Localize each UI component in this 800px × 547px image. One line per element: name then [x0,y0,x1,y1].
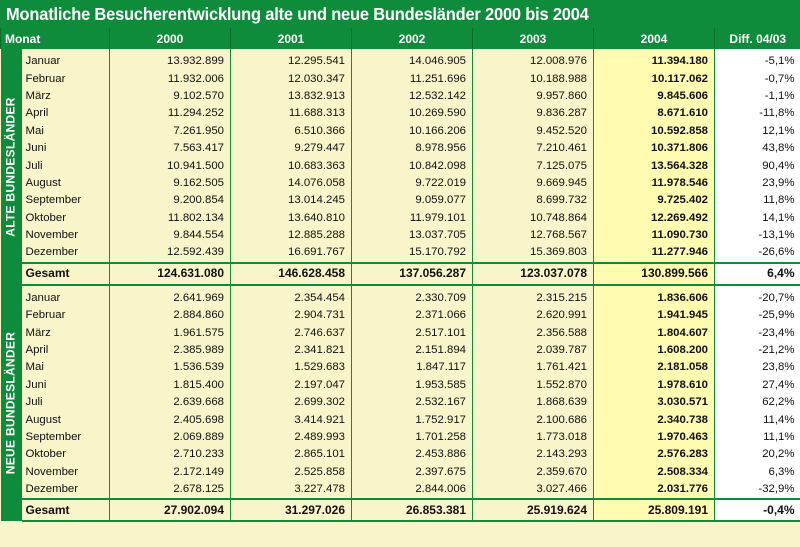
table-row [1,324,800,341]
diff-cell: 90,4% [715,157,800,174]
value-cell: 2.639.668 [110,394,231,411]
value-cell: 2.340.738 [594,411,715,428]
month-cell: September [25,431,82,443]
diff-cell: -0,7% [715,70,800,87]
table-row [1,175,800,192]
value-cell: 9.200.854 [110,192,231,209]
value-cell: 9.725.402 [594,192,715,209]
diff-cell: 27,4% [715,377,800,394]
value-cell: 16.691.767 [231,244,352,262]
value-cell: 2.576.283 [594,446,715,463]
value-cell: 7.125.075 [473,157,594,174]
month-cell: Oktober [25,211,67,224]
header-row [1,28,800,49]
value-cell: 2.143.293 [473,446,594,463]
value-cell: 8.671.610 [594,105,715,122]
value-cell: 2.341.821 [231,342,352,359]
table-row [1,140,800,157]
value-cell: 11.294.252 [110,105,231,122]
total-row [1,263,800,285]
value-cell: 2.069.889 [110,429,231,446]
value-cell: 2.354.454 [231,285,352,307]
value-cell: 1.978.610 [594,377,715,394]
value-cell: 123.037.078 [473,263,594,285]
table-row [1,49,800,70]
value-cell: 13.832.913 [231,88,352,105]
total-row [1,499,800,521]
value-cell: 2.356.588 [473,324,594,341]
value-cell: 12.008.976 [473,49,594,70]
value-cell: 2.181.058 [594,359,715,376]
month-cell: Oktober [25,448,67,461]
month-cell: Juni [25,378,47,391]
value-cell: 12.885.288 [231,227,352,244]
value-cell: 10.592.858 [594,123,715,140]
value-cell: 14.046.905 [352,49,473,70]
value-cell: 27.902.094 [110,499,231,521]
value-cell: 13.640.810 [231,210,352,227]
value-cell: 11.394.180 [594,49,715,70]
value-cell: 9.669.945 [473,175,594,192]
value-cell: 1.847.117 [352,359,473,376]
value-cell: 13.932.899 [110,49,231,70]
value-cell: 10.117.062 [594,70,715,87]
diff-cell: 6,4% [715,263,800,285]
diff-cell: 23,8% [715,359,800,376]
value-cell: 2.151.894 [352,342,473,359]
value-cell: 25.809.191 [594,499,715,521]
table-row [1,446,800,463]
value-cell: 3.414.921 [231,411,352,428]
diff-cell: 62,2% [715,394,800,411]
value-cell: 1.941.945 [594,307,715,324]
value-cell: 2.031.776 [594,481,715,499]
diff-cell: -0,4% [715,499,800,521]
value-cell: 2.405.698 [110,411,231,428]
diff-cell: -1,1% [715,88,800,105]
value-cell: 2.844.006 [352,481,473,499]
value-cell: 2.620.991 [473,307,594,324]
value-cell: 2.532.167 [352,394,473,411]
diff-cell: 11,1% [715,429,800,446]
value-cell: 9.102.570 [110,88,231,105]
value-cell: 1.868.639 [473,394,594,411]
value-cell: 12.030.347 [231,70,352,87]
table-row [1,464,800,481]
month-cell: Januar [25,291,61,304]
value-cell: 2.884.860 [110,307,231,324]
header-2001: 2001 [231,28,352,49]
diff-cell: -26,6% [715,244,800,262]
value-cell: 10.683.363 [231,157,352,174]
value-cell: 1.752.917 [352,411,473,428]
table-row [1,70,800,87]
value-cell: 8.699.732 [473,192,594,209]
value-cell: 10.188.988 [473,70,594,87]
value-cell: 2.508.334 [594,464,715,481]
table-row [1,377,800,394]
value-cell: 9.722.019 [352,175,473,192]
value-cell: 2.100.686 [473,411,594,428]
diff-cell: 43,8% [715,140,800,157]
value-cell: 1.608.200 [594,342,715,359]
value-cell: 2.525.858 [231,464,352,481]
section-label [1,49,22,285]
value-cell: 2.453.886 [352,446,473,463]
value-cell: 2.641.969 [110,285,231,307]
value-cell: 2.678.125 [110,481,231,499]
month-cell: August [25,413,61,426]
table-row [1,429,800,446]
diff-cell: -25,9% [715,307,800,324]
month-cell: September [25,194,82,207]
header-2004: 2004 [594,28,715,49]
value-cell: 2.517.101 [352,324,473,341]
diff-cell: 23,9% [715,175,800,192]
value-cell: 14.076.058 [231,175,352,192]
value-cell: 11.688.313 [231,105,352,122]
value-cell: 13.564.328 [594,157,715,174]
value-cell: 7.563.417 [110,140,231,157]
table-row [1,192,800,209]
header-2000: 2000 [110,28,231,49]
value-cell: 1.536.539 [110,359,231,376]
value-cell: 2.197.047 [231,377,352,394]
month-cell: August [25,176,61,189]
value-cell: 2.359.670 [473,464,594,481]
value-cell: 10.166.206 [352,123,473,140]
month-cell: Juli [25,396,43,409]
table-row [1,123,800,140]
visitor-table [0,28,800,522]
value-cell: 2.330.709 [352,285,473,307]
value-cell: 10.269.590 [352,105,473,122]
value-cell: 3.227.478 [231,481,352,499]
month-cell: Juli [25,159,43,172]
value-cell: 15.170.792 [352,244,473,262]
value-cell: 130.899.566 [594,263,715,285]
header-2002: 2002 [352,28,473,49]
value-cell: 2.746.637 [231,324,352,341]
value-cell: 1.953.585 [352,377,473,394]
value-cell: 9.162.505 [110,175,231,192]
value-cell: 9.279.447 [231,140,352,157]
value-cell: 26.853.381 [352,499,473,521]
value-cell: 12.532.142 [352,88,473,105]
value-cell: 1.529.683 [231,359,352,376]
value-cell: 12.295.541 [231,49,352,70]
table-row [1,342,800,359]
value-cell: 9.059.077 [352,192,473,209]
value-cell: 1.961.575 [110,324,231,341]
month-cell: April [25,107,49,120]
month-cell: Mai [25,124,44,137]
value-cell: 1.970.463 [594,429,715,446]
value-cell: 2.385.989 [110,342,231,359]
value-cell: 11.932.006 [110,70,231,87]
value-cell: 11.090.730 [594,227,715,244]
value-cell: 2.172.149 [110,464,231,481]
value-cell: 2.489.993 [231,429,352,446]
month-cell: Januar [25,55,61,68]
value-cell: 2.039.787 [473,342,594,359]
diff-cell: -20,7% [715,285,800,307]
value-cell: 15.369.803 [473,244,594,262]
section-label-text: NEUE BUNDESLÄNDER [3,331,18,475]
header-2003: 2003 [473,28,594,49]
value-cell: 25.919.624 [473,499,594,521]
value-cell: 2.397.675 [352,464,473,481]
value-cell: 12.768.567 [473,227,594,244]
value-cell: 2.865.101 [231,446,352,463]
value-cell: 11.802.134 [110,210,231,227]
diff-cell: 14,1% [715,210,800,227]
table-row [1,244,800,262]
value-cell: 2.710.233 [110,446,231,463]
month-cell: Juni [25,142,47,155]
value-cell: 31.297.026 [231,499,352,521]
value-cell: 12.592.439 [110,244,231,262]
diff-cell: 11,8% [715,192,800,209]
value-cell: 10.941.500 [110,157,231,174]
value-cell: 9.452.520 [473,123,594,140]
header-diff: Diff. 04/03 [715,28,800,49]
value-cell: 10.842.098 [352,157,473,174]
value-cell: 10.748.864 [473,210,594,227]
value-cell: 11.978.546 [594,175,715,192]
table-row [1,105,800,122]
month-cell: November [25,229,79,242]
month-cell: Mai [25,361,44,374]
value-cell: 1.836.606 [594,285,715,307]
value-cell: 9.957.860 [473,88,594,105]
month-cell: März [25,326,51,339]
value-cell: 2.315.215 [473,285,594,307]
value-cell: 11.979.101 [352,210,473,227]
month-cell: April [25,344,49,357]
header-monat: Monat [1,28,110,49]
value-cell: 1.773.018 [473,429,594,446]
value-cell: 7.261.950 [110,123,231,140]
value-cell: 11.277.946 [594,244,715,262]
value-cell: 10.371.806 [594,140,715,157]
value-cell: 137.056.287 [352,263,473,285]
value-cell: 124.631.080 [110,263,231,285]
month-cell: Februar [25,309,66,322]
month-cell: November [25,465,79,478]
value-cell: 12.269.492 [594,210,715,227]
table-row [1,481,800,499]
value-cell: 13.037.705 [352,227,473,244]
table-row [1,210,800,227]
diff-cell: -5,1% [715,49,800,70]
value-cell: 1.761.421 [473,359,594,376]
table-row [1,307,800,324]
value-cell: 8.978.956 [352,140,473,157]
diff-cell: -11,8% [715,105,800,122]
month-cell: Februar [25,72,66,85]
value-cell: 2.371.066 [352,307,473,324]
month-cell: Dezember [25,246,79,259]
value-cell: 2.699.302 [231,394,352,411]
value-cell: 9.836.287 [473,105,594,122]
value-cell: 9.845.606 [594,88,715,105]
diff-cell: -23,4% [715,324,800,341]
diff-cell: 11,4% [715,411,800,428]
value-cell: 6.510.366 [231,123,352,140]
table-row [1,411,800,428]
value-cell: 2.904.731 [231,307,352,324]
table-row [1,359,800,376]
value-cell: 1.815.400 [110,377,231,394]
value-cell: 1.804.607 [594,324,715,341]
value-cell: 7.210.461 [473,140,594,157]
diff-cell: -21,2% [715,342,800,359]
month-cell: Gesamt [22,263,110,285]
value-cell: 1.701.258 [352,429,473,446]
diff-cell: -32,9% [715,481,800,499]
value-cell: 9.844.554 [110,227,231,244]
value-cell: 13.014.245 [231,192,352,209]
value-cell: 3.027.466 [473,481,594,499]
table-row [1,157,800,174]
value-cell: 3.030.571 [594,394,715,411]
month-cell: März [25,89,51,102]
value-cell: 1.552.870 [473,377,594,394]
diff-cell: -13,1% [715,227,800,244]
table-title: Monatliche Besucherentwicklung alte und neue Bundesländer 2000 bis 2004 [0,0,800,28]
month-cell: Dezember [25,483,79,496]
diff-cell: 20,2% [715,446,800,463]
diff-cell: 12,1% [715,123,800,140]
table-row [1,227,800,244]
value-cell: 146.628.458 [231,263,352,285]
diff-cell: 6,3% [715,464,800,481]
month-cell: Gesamt [22,499,110,521]
table-row [1,88,800,105]
section-label-text: ALTE BUNDESLÄNDER [3,97,18,237]
value-cell: 11.251.696 [352,70,473,87]
table-row [1,285,800,307]
table-row [1,394,800,411]
section-label [1,285,22,522]
